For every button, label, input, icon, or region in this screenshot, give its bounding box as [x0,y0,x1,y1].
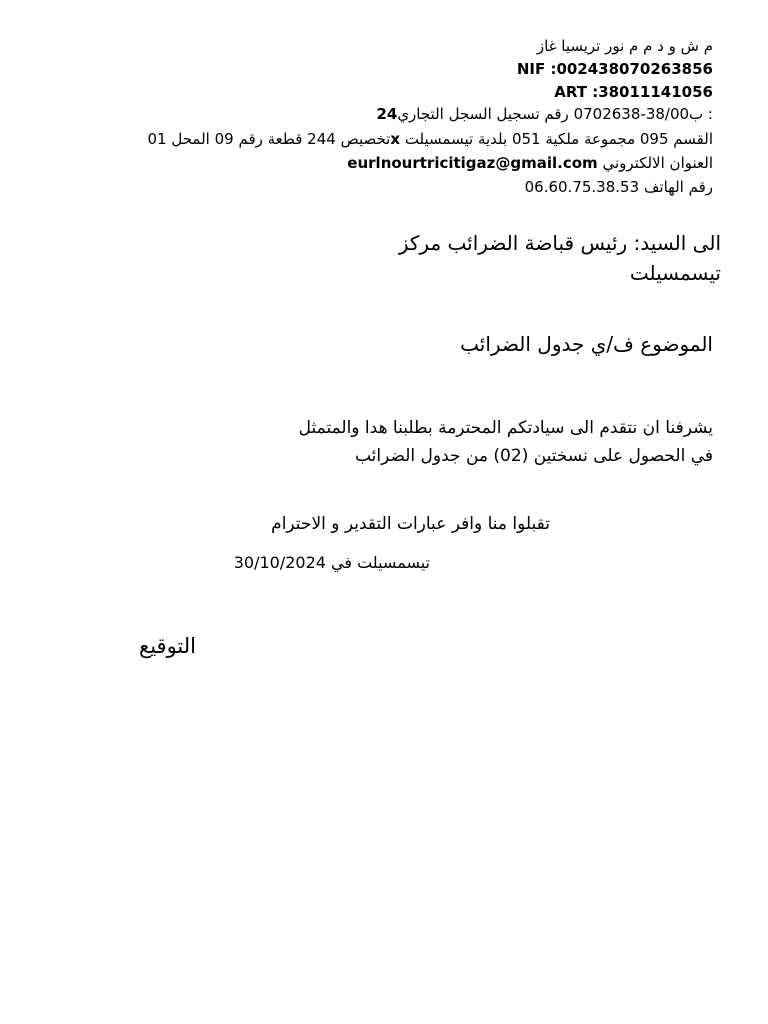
phone-value: 06.60.75.38.53 [524,178,640,196]
art-separator: : [592,83,599,101]
art-label: ART [554,83,587,101]
nif-value: 002438070263856 [556,60,713,78]
body-text-1: يشرفنا ان نتقدم الى سيادتكم المحترمة بطلبنا هدا والمتمثل [298,418,713,438]
body-text-2: في الحصول على نسختين (02) من جدول الضرائب [354,446,713,466]
closing-text: تقبلوا منا وافر عبارات التقدير و الاحترام [271,514,550,534]
nif-separator: : [550,60,557,78]
company-name-text: م ش و د م م نور تريسيا غاز [536,37,713,55]
address-text-2: تخصيص 244 قطعة رقم 09 المحل 01 [147,130,391,148]
address-bold: x [390,130,401,148]
email-label: العنوان الالكتروني [602,154,713,172]
nif-label: NIF [516,60,546,78]
recipient-text-1: الى السيد: رئيس قباضة الضرائب مركز [398,231,721,255]
phone-line [525,177,713,197]
rc-line [376,104,713,124]
phone-label: رقم الهاتف [643,178,713,196]
recipient-text-2: تيسمسيلت [629,261,721,285]
recipient-line-2 [630,258,721,288]
art-value: 38011141056 [598,83,713,101]
date-line [234,552,430,574]
date-text: تيسمسيلت في 30/10/2024 [233,553,430,572]
rc-text: : ب38/00-0702638 رقم تسجيل السجل التجاري [397,105,713,123]
address-text: القسم 095 مجموعة ملكية 051 بلدية تيسمسيلت [404,130,713,148]
body-line-2 [355,442,713,470]
recipient-line-1 [399,228,721,258]
subject-text: الموضوع ف/ي جدول الضرائب [460,332,713,356]
signature-text: التوقيع [139,634,196,658]
email-line [347,153,713,173]
nif-line [517,59,713,79]
address-line [148,129,713,149]
art-line [554,82,713,102]
email-value: eurlnourtricitigaz@gmail.com [347,154,598,172]
company-name [537,36,713,56]
rc-bold: 24 [376,105,398,123]
subject-line [460,330,713,358]
closing-line [271,512,550,536]
body-line-1 [299,414,713,442]
signature-label [139,632,196,660]
